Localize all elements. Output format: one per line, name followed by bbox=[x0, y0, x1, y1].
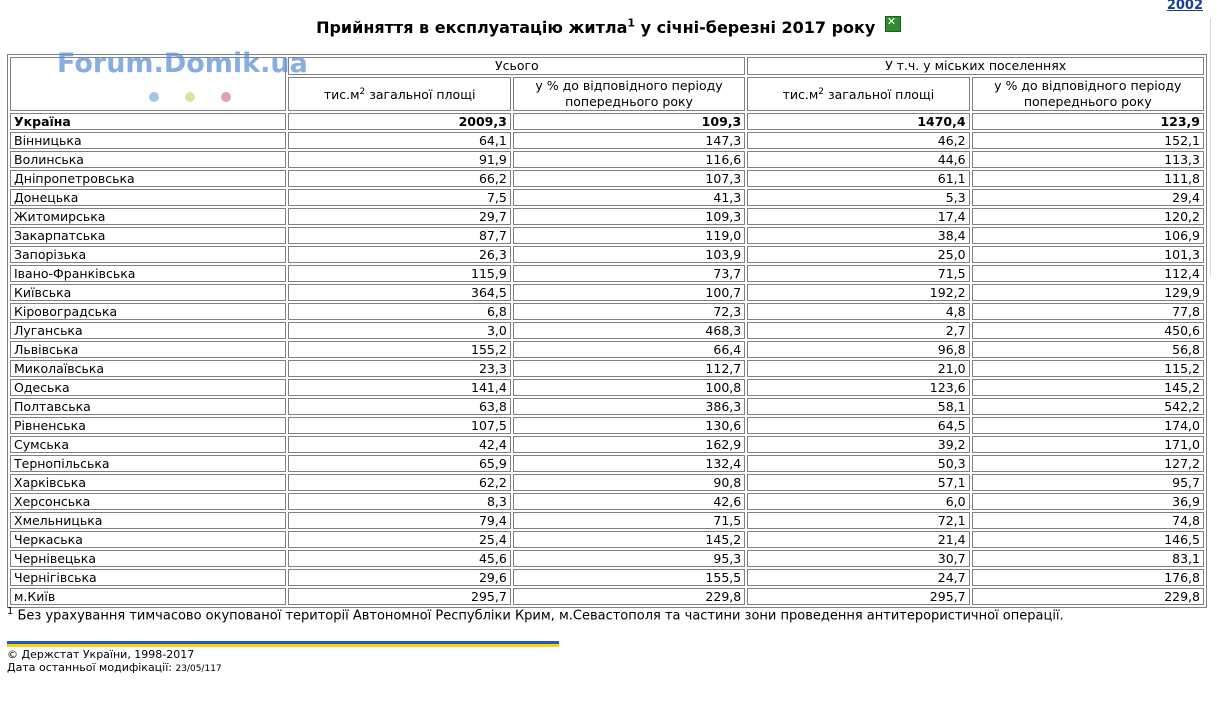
area-all-cell: 6,8 bbox=[288, 303, 510, 320]
excel-export-icon[interactable] bbox=[885, 16, 901, 32]
pct-urban-cell: 127,2 bbox=[972, 455, 1204, 472]
pct-urban-cell: 129,9 bbox=[972, 284, 1204, 301]
table-row bbox=[10, 531, 1204, 548]
pct-urban-cell: 450,6 bbox=[972, 322, 1204, 339]
table-row bbox=[10, 588, 1204, 605]
modification-date-line bbox=[7, 661, 222, 676]
table-row bbox=[10, 550, 1204, 567]
region-cell: Харківська bbox=[10, 474, 286, 491]
pct-urban-cell: 111,8 bbox=[972, 170, 1204, 187]
pct-all-cell: 132,4 bbox=[513, 455, 745, 472]
table-row bbox=[10, 303, 1204, 320]
footer-divider bbox=[7, 641, 559, 647]
pct-all-cell: 100,7 bbox=[513, 284, 745, 301]
col-area-sup: 2 bbox=[818, 87, 825, 98]
area-all-cell: 29,6 bbox=[288, 569, 510, 586]
table-row bbox=[10, 246, 1204, 263]
col-area-prefix: тис.м bbox=[782, 87, 819, 103]
table-row bbox=[10, 170, 1204, 187]
copyright-block bbox=[7, 648, 222, 676]
pct-all-cell: 147,3 bbox=[513, 132, 745, 149]
area-all-cell: 25,4 bbox=[288, 531, 510, 548]
area-urban-cell: 4,8 bbox=[747, 303, 969, 320]
area-urban-cell: 71,5 bbox=[747, 265, 969, 282]
table-row bbox=[10, 265, 1204, 282]
pct-urban-cell: 120,2 bbox=[972, 208, 1204, 225]
pct-urban-cell: 123,9 bbox=[972, 113, 1204, 130]
pct-all-cell: 116,6 bbox=[513, 151, 745, 168]
col-area-prefix: тис.м bbox=[323, 87, 360, 103]
page-title bbox=[0, 16, 1217, 37]
pct-all-cell: 73,7 bbox=[513, 265, 745, 282]
area-urban-cell: 50,3 bbox=[747, 455, 969, 472]
table-row bbox=[10, 379, 1204, 396]
area-urban-cell: 21,4 bbox=[747, 531, 969, 548]
table-row bbox=[10, 341, 1204, 358]
area-all-cell: 155,2 bbox=[288, 341, 510, 358]
pct-all-cell: 130,6 bbox=[513, 417, 745, 434]
year-2002-link[interactable]: 2002 bbox=[1166, 0, 1203, 13]
table-row bbox=[10, 360, 1204, 377]
pct-urban-cell: 171,0 bbox=[972, 436, 1204, 453]
footnote-text: Без урахування тимчасово окупованої території Автономної Республіки Крим, м.Севастополя та частини зони проведення антитерористичної операції. bbox=[13, 608, 1064, 624]
area-urban-cell: 5,3 bbox=[747, 189, 969, 206]
region-cell: Черкаська bbox=[10, 531, 286, 548]
pct-all-cell: 72,3 bbox=[513, 303, 745, 320]
area-all-cell: 26,3 bbox=[288, 246, 510, 263]
pct-all-cell: 112,7 bbox=[513, 360, 745, 377]
region-cell: Кіровоградська bbox=[10, 303, 286, 320]
table-row bbox=[10, 208, 1204, 225]
area-urban-cell: 30,7 bbox=[747, 550, 969, 567]
area-urban-cell: 17,4 bbox=[747, 208, 969, 225]
area-all-cell: 107,5 bbox=[288, 417, 510, 434]
pct-urban-cell: 77,8 bbox=[972, 303, 1204, 320]
region-cell: Дніпропетровська bbox=[10, 170, 286, 187]
region-cell: Луганська bbox=[10, 322, 286, 339]
col-header-pct-all: у % до відповідного періоду попереднього року bbox=[513, 77, 745, 111]
area-all-cell: 64,1 bbox=[288, 132, 510, 149]
area-all-cell: 66,2 bbox=[288, 170, 510, 187]
header-row-groups bbox=[10, 57, 1204, 75]
area-urban-cell: 64,5 bbox=[747, 417, 969, 434]
title-text-period: у січні-березні 2017 року bbox=[635, 18, 876, 37]
pct-urban-cell: 174,0 bbox=[972, 417, 1204, 434]
pct-urban-cell: 36,9 bbox=[972, 493, 1204, 510]
area-urban-cell: 57,1 bbox=[747, 474, 969, 491]
area-all-cell: 42,4 bbox=[288, 436, 510, 453]
region-cell: Запорізька bbox=[10, 246, 286, 263]
modification-date-label: Дата останньої модифікації: bbox=[7, 661, 176, 674]
pct-all-cell: 468,3 bbox=[513, 322, 745, 339]
region-cell: Чернігівська bbox=[10, 569, 286, 586]
region-cell: Одеська bbox=[10, 379, 286, 396]
table-row bbox=[10, 455, 1204, 472]
area-urban-cell: 21,0 bbox=[747, 360, 969, 377]
table-row bbox=[10, 569, 1204, 586]
area-all-cell: 62,2 bbox=[288, 474, 510, 491]
area-urban-cell: 25,0 bbox=[747, 246, 969, 263]
table-row bbox=[10, 493, 1204, 510]
pct-all-cell: 100,8 bbox=[513, 379, 745, 396]
pct-all-cell: 103,9 bbox=[513, 246, 745, 263]
area-urban-cell: 39,2 bbox=[747, 436, 969, 453]
pct-all-cell: 42,6 bbox=[513, 493, 745, 510]
pct-urban-cell: 95,7 bbox=[972, 474, 1204, 491]
area-urban-cell: 38,4 bbox=[747, 227, 969, 244]
pct-urban-cell: 113,3 bbox=[972, 151, 1204, 168]
area-all-cell: 115,9 bbox=[288, 265, 510, 282]
area-all-cell: 295,7 bbox=[288, 588, 510, 605]
area-all-cell: 3,0 bbox=[288, 322, 510, 339]
pct-urban-cell: 56,8 bbox=[972, 341, 1204, 358]
area-urban-cell: 61,1 bbox=[747, 170, 969, 187]
area-all-cell: 8,3 bbox=[288, 493, 510, 510]
region-cell: Івано-Франківська bbox=[10, 265, 286, 282]
pct-urban-cell: 542,2 bbox=[972, 398, 1204, 415]
copyright-line: © Держстат України, 1998-2017 bbox=[7, 648, 195, 661]
region-cell: Закарпатська bbox=[10, 227, 286, 244]
region-cell: Київська bbox=[10, 284, 286, 301]
area-urban-cell: 46,2 bbox=[747, 132, 969, 149]
pct-all-cell: 386,3 bbox=[513, 398, 745, 415]
col-header-pct-urban: у % до відповідного періоду попереднього року bbox=[972, 77, 1204, 111]
table-row bbox=[10, 474, 1204, 491]
region-cell: Тернопільська bbox=[10, 455, 286, 472]
pct-all-cell: 95,3 bbox=[513, 550, 745, 567]
area-all-cell: 91,9 bbox=[288, 151, 510, 168]
pct-all-cell: 155,5 bbox=[513, 569, 745, 586]
area-urban-cell: 1470,4 bbox=[747, 113, 969, 130]
pct-all-cell: 229,8 bbox=[513, 588, 745, 605]
col-area-suffix: загальної площі bbox=[824, 87, 935, 103]
pct-urban-cell: 229,8 bbox=[972, 588, 1204, 605]
pct-urban-cell: 146,5 bbox=[972, 531, 1204, 548]
table-row bbox=[10, 512, 1204, 529]
watermark-dot-blue bbox=[149, 92, 159, 102]
area-all-cell: 141,4 bbox=[288, 379, 510, 396]
area-urban-cell: 24,7 bbox=[747, 569, 969, 586]
table-row bbox=[10, 189, 1204, 206]
pct-urban-cell: 115,2 bbox=[972, 360, 1204, 377]
area-all-cell: 63,8 bbox=[288, 398, 510, 415]
pct-all-cell: 109,3 bbox=[513, 208, 745, 225]
table-row bbox=[10, 113, 1204, 130]
watermark-dot-pink bbox=[221, 92, 231, 102]
pct-urban-cell: 176,8 bbox=[972, 569, 1204, 586]
table-row bbox=[10, 398, 1204, 415]
pct-all-cell: 109,3 bbox=[513, 113, 745, 130]
group-header-urban: У т.ч. у міських поселеннях bbox=[747, 57, 1204, 75]
region-cell: Волинська bbox=[10, 151, 286, 168]
watermark-dot-yellow bbox=[185, 92, 195, 102]
pct-urban-cell: 152,1 bbox=[972, 132, 1204, 149]
region-cell: Миколаївська bbox=[10, 360, 286, 377]
pct-urban-cell: 106,9 bbox=[972, 227, 1204, 244]
area-urban-cell: 44,6 bbox=[747, 151, 969, 168]
pct-urban-cell: 101,3 bbox=[972, 246, 1204, 263]
footnote bbox=[7, 606, 1064, 623]
area-all-cell: 79,4 bbox=[288, 512, 510, 529]
area-urban-cell: 295,7 bbox=[747, 588, 969, 605]
area-all-cell: 7,5 bbox=[288, 189, 510, 206]
area-all-cell: 87,7 bbox=[288, 227, 510, 244]
area-all-cell: 364,5 bbox=[288, 284, 510, 301]
pct-all-cell: 71,5 bbox=[513, 512, 745, 529]
pct-all-cell: 145,2 bbox=[513, 531, 745, 548]
region-cell: Херсонська bbox=[10, 493, 286, 510]
region-header-cell bbox=[10, 48, 308, 111]
area-all-cell: 29,7 bbox=[288, 208, 510, 225]
divider-yellow-stripe bbox=[7, 644, 559, 647]
col-area-suffix: загальної площі bbox=[365, 87, 476, 103]
region-cell: Чернівецька bbox=[10, 550, 286, 567]
pct-urban-cell: 83,1 bbox=[972, 550, 1204, 567]
table-row bbox=[10, 322, 1204, 339]
area-urban-cell: 96,8 bbox=[747, 341, 969, 358]
modification-date-value: 23/05/117 bbox=[175, 664, 222, 674]
pct-urban-cell: 112,4 bbox=[972, 265, 1204, 282]
region-cell: Рівненська bbox=[10, 417, 286, 434]
region-cell: Хмельницька bbox=[10, 512, 286, 529]
title-text: Прийняття в експлуатацію житла bbox=[316, 18, 628, 37]
area-urban-cell: 58,1 bbox=[747, 398, 969, 415]
region-cell: Сумська bbox=[10, 436, 286, 453]
pct-all-cell: 66,4 bbox=[513, 341, 745, 358]
pct-all-cell: 90,8 bbox=[513, 474, 745, 491]
pct-all-cell: 107,3 bbox=[513, 170, 745, 187]
pct-all-cell: 41,3 bbox=[513, 189, 745, 206]
table-row bbox=[10, 151, 1204, 168]
col-header-area-urban bbox=[747, 77, 969, 111]
col-header-area-all bbox=[288, 77, 510, 111]
area-urban-cell: 192,2 bbox=[747, 284, 969, 301]
pct-all-cell: 162,9 bbox=[513, 436, 745, 453]
footnote-marker: 1 bbox=[7, 606, 14, 617]
area-all-cell: 23,3 bbox=[288, 360, 510, 377]
col-area-sup: 2 bbox=[359, 87, 366, 98]
area-all-cell: 2009,3 bbox=[288, 113, 510, 130]
region-cell: Полтавська bbox=[10, 398, 286, 415]
title-footnote-marker: 1 bbox=[627, 16, 636, 30]
region-cell: Львівська bbox=[10, 341, 286, 358]
region-cell: м.Київ bbox=[10, 588, 286, 605]
housing-commissioning-table bbox=[7, 48, 1207, 608]
group-header-all: Усього bbox=[288, 57, 745, 75]
pct-urban-cell: 74,8 bbox=[972, 512, 1204, 529]
table-row bbox=[10, 436, 1204, 453]
area-urban-cell: 123,6 bbox=[747, 379, 969, 396]
area-urban-cell: 72,1 bbox=[747, 512, 969, 529]
table-row bbox=[10, 132, 1204, 149]
table-row bbox=[10, 227, 1204, 244]
watermark-dots bbox=[149, 90, 257, 105]
table-row bbox=[10, 417, 1204, 434]
region-cell: Вінницька bbox=[10, 132, 286, 149]
area-urban-cell: 6,0 bbox=[747, 493, 969, 510]
region-cell: Житомирська bbox=[10, 208, 286, 225]
region-cell: Україна bbox=[10, 113, 286, 130]
pct-all-cell: 119,0 bbox=[513, 227, 745, 244]
pct-urban-cell: 29,4 bbox=[972, 189, 1204, 206]
forum-domik-watermark: Forum.Domik.ua bbox=[57, 48, 308, 79]
table-row bbox=[10, 284, 1204, 301]
right-edge-scrollbar[interactable] bbox=[1210, 18, 1217, 276]
area-all-cell: 65,9 bbox=[288, 455, 510, 472]
area-all-cell: 45,6 bbox=[288, 550, 510, 567]
region-cell: Донецька bbox=[10, 189, 286, 206]
pct-urban-cell: 145,2 bbox=[972, 379, 1204, 396]
area-urban-cell: 2,7 bbox=[747, 322, 969, 339]
